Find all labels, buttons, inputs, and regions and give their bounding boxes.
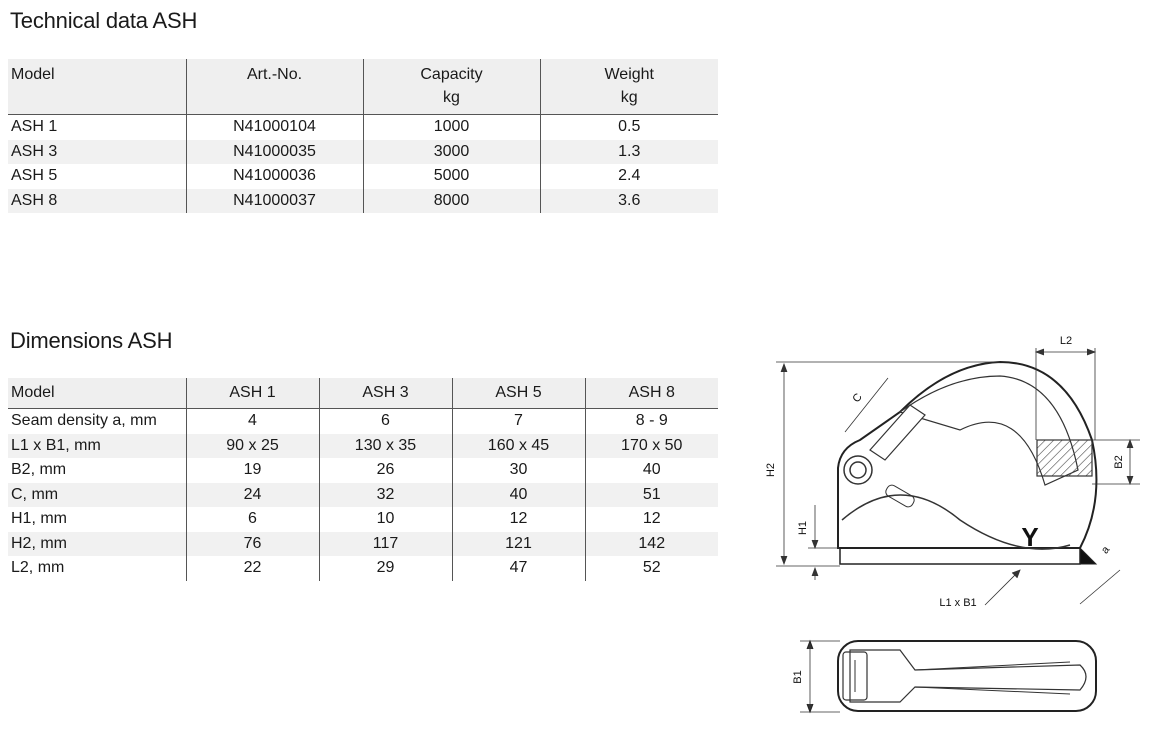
cell-value: 29 [319, 556, 452, 581]
cell-art-no: N41000035 [186, 140, 363, 165]
header-ash-3: ASH 3 [319, 378, 452, 409]
cell-value: 47 [452, 556, 585, 581]
cell-parameter: C, mm [8, 483, 186, 508]
cell-value: 121 [452, 532, 585, 557]
label-h2: H2 [765, 462, 777, 478]
base-plate [840, 548, 1080, 564]
cell-parameter: L1 x B1, mm [8, 434, 186, 459]
cell-value: 8 - 9 [585, 409, 718, 434]
cell-value: 90 x 25 [186, 434, 319, 459]
cell-model: ASH 3 [8, 140, 186, 165]
cell-parameter: H2, mm [8, 532, 186, 557]
header-capacity: Capacity kg [363, 59, 540, 115]
cell-model: ASH 1 [11, 118, 58, 135]
label-b2: B2 [1113, 455, 1125, 469]
label-a: a [1099, 544, 1113, 557]
label-c: C [850, 391, 865, 405]
header-art-no: Art.-No. [186, 59, 363, 115]
cell-model: ASH 8 [8, 189, 186, 214]
label-b1: B1 [792, 670, 804, 684]
cell-weight: 2.4 [540, 164, 718, 189]
cell-weight: 3.6 [540, 189, 718, 214]
cell-value: 10 [319, 507, 452, 532]
cell-parameter: Seam density a, mm [11, 412, 157, 429]
a-dimension-line [1080, 570, 1120, 604]
cell-value: 142 [585, 532, 718, 557]
cell-art-no: N41000036 [186, 164, 363, 189]
cell-value: 40 [452, 483, 585, 508]
label-l1-b1: L1 x B1 [939, 597, 977, 609]
hatched-section [1037, 440, 1092, 476]
dimensions-title: Dimensions ASH [10, 328, 173, 353]
cell-value: 4 [186, 409, 319, 434]
header-ash-5: ASH 5 [452, 378, 585, 409]
cell-parameter: H1, mm [11, 510, 67, 527]
header-ash-8: ASH 8 [585, 378, 718, 409]
pivot-pin-inner [850, 462, 866, 478]
label-l2: L2 [1059, 335, 1073, 347]
cell-value: 6 [186, 507, 319, 532]
cell-value: 6 [319, 409, 452, 434]
cell-value: 12 [585, 507, 718, 532]
hook-top-view [792, 641, 1096, 712]
technical-data-title: Technical data ASH [10, 8, 198, 33]
cell-capacity: 1000 [363, 115, 540, 140]
cell-value: 30 [452, 458, 585, 483]
cell-value: 51 [585, 483, 718, 508]
header-ash-1: ASH 1 [186, 378, 319, 409]
header-weight: Weight kg [540, 59, 718, 115]
cell-model: ASH 5 [11, 167, 58, 184]
cell-weight: 1.3 [540, 140, 718, 165]
cell-value: 170 x 50 [585, 434, 718, 459]
top-view-outline [838, 641, 1096, 711]
cell-parameter: L2, mm [11, 559, 65, 576]
cell-value: 12 [452, 507, 585, 532]
label-h1: H1 [797, 520, 809, 536]
cell-value: 130 x 35 [319, 434, 452, 459]
header-model: Model [8, 378, 186, 409]
cell-value: 19 [186, 458, 319, 483]
cell-value: 76 [186, 532, 319, 557]
cell-value: 52 [585, 556, 718, 581]
logo-mark: Y [1021, 522, 1039, 552]
cell-art-no: N41000104 [186, 115, 363, 140]
cell-value: 24 [186, 483, 319, 508]
cell-value: 22 [186, 556, 319, 581]
cell-value: 40 [585, 458, 718, 483]
cell-capacity: 8000 [363, 189, 540, 214]
cell-capacity: 3000 [363, 140, 540, 165]
cell-value: 160 x 45 [452, 434, 585, 459]
cell-art-no: N41000037 [186, 189, 363, 214]
weld-seam [1080, 548, 1096, 564]
header-model: Model [8, 59, 186, 115]
cell-weight: 0.5 [540, 115, 718, 140]
cell-value: 32 [319, 483, 452, 508]
cell-value: 7 [452, 409, 585, 434]
cell-value: 117 [319, 532, 452, 557]
cell-value: 26 [319, 458, 452, 483]
cell-capacity: 5000 [363, 164, 540, 189]
cell-parameter: B2, mm [11, 461, 67, 478]
